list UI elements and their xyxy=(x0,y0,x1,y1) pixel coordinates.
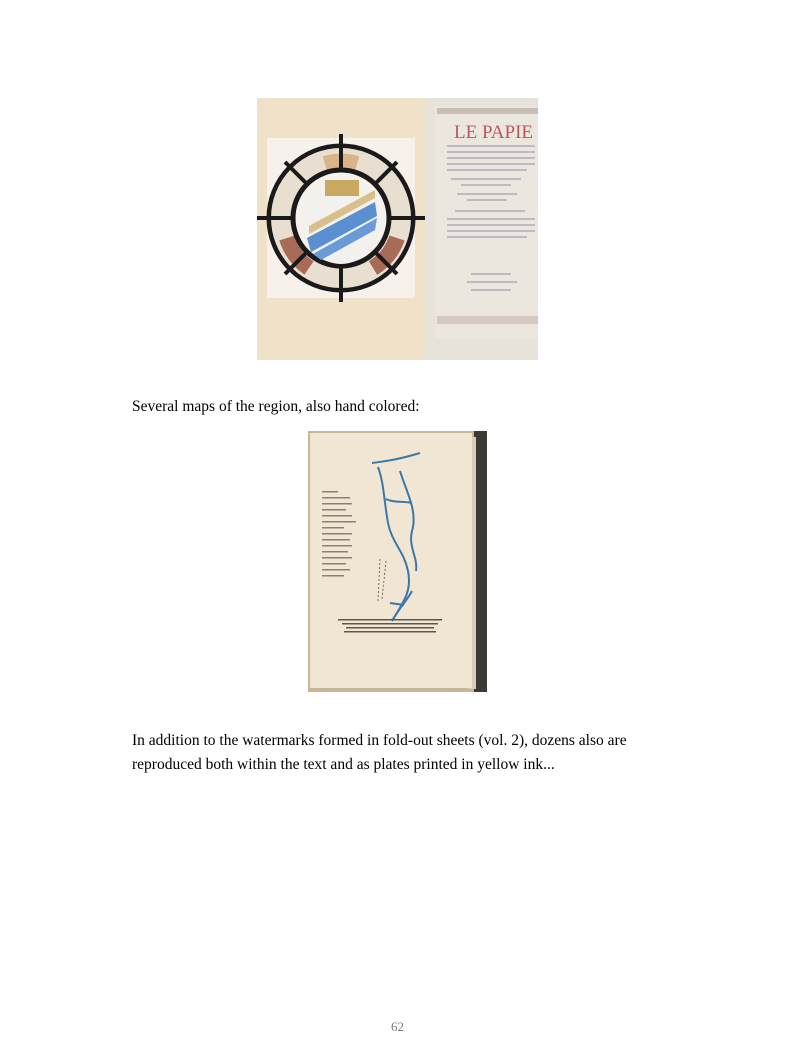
page-number: 62 xyxy=(391,1019,404,1034)
stained-glass-photo xyxy=(257,98,538,360)
watermarks-paragraph: In addition to the watermarks formed in fold-out sheets (vol. 2), dozens also are reproduced both within the text and as plates printed in yellow ink... xyxy=(132,732,627,773)
maps-caption: Several maps of the region, also hand colored: xyxy=(132,398,420,415)
title-page-text: LE PAPIE xyxy=(454,122,534,143)
map-photo xyxy=(308,431,487,692)
